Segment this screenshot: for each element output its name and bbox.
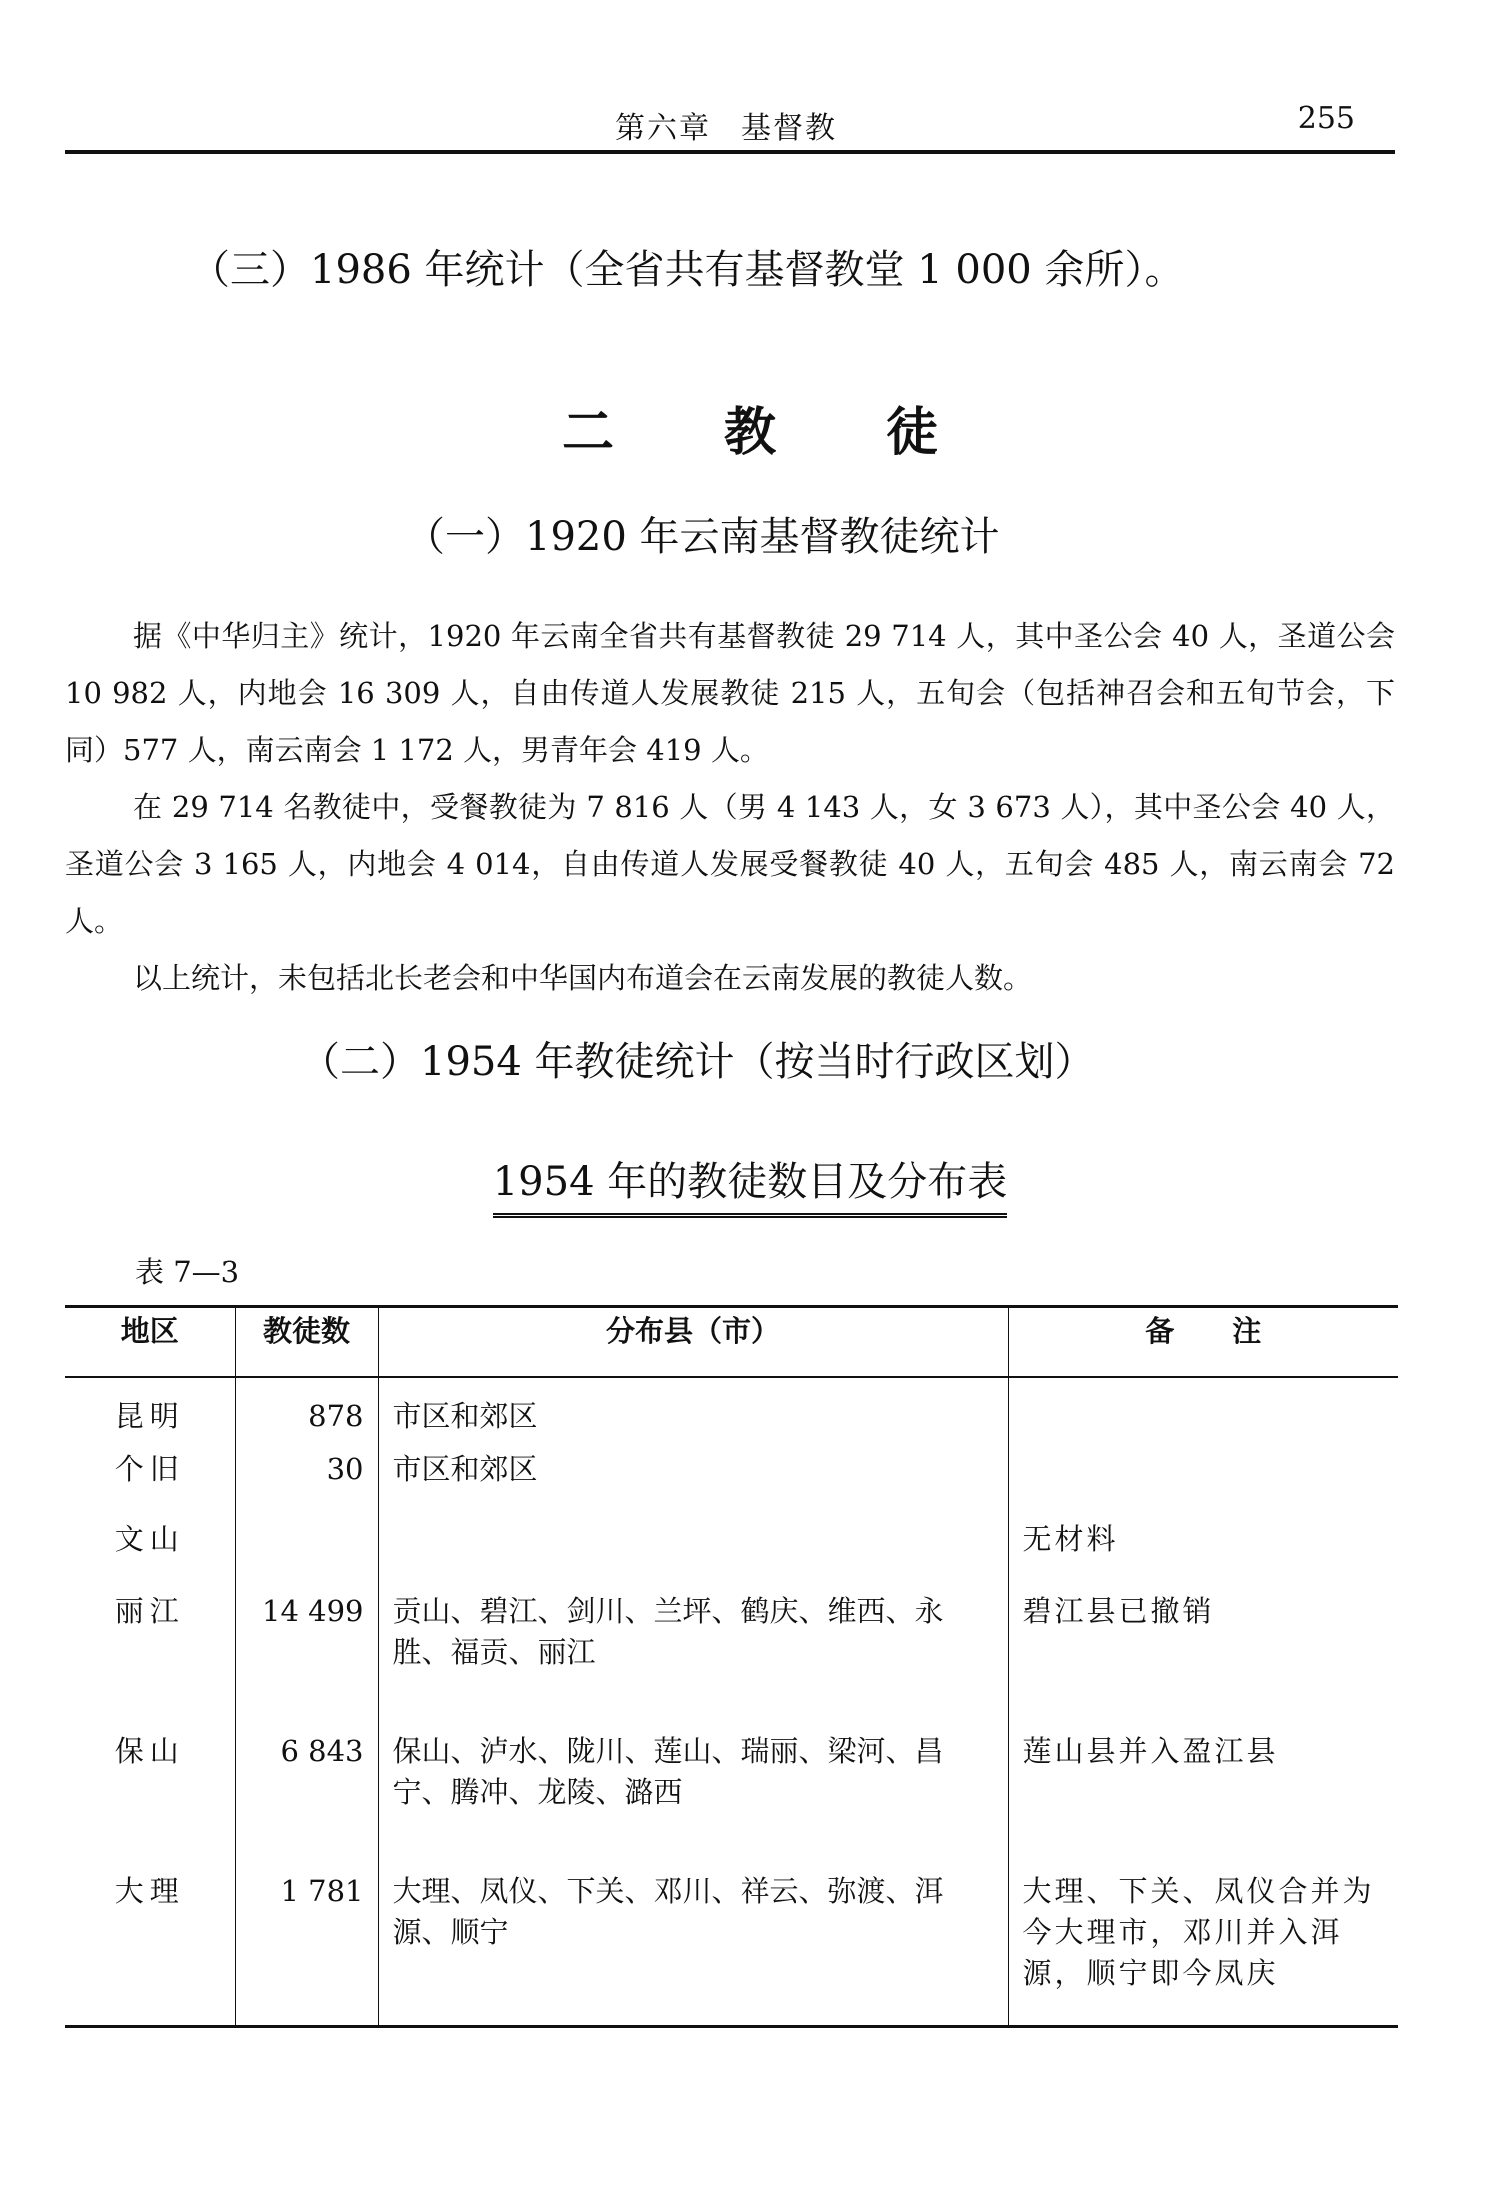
- cell-region: 丽江: [114, 1594, 185, 1628]
- cell-region: 文山: [114, 1522, 185, 1556]
- paragraph: 据《中华归主》统计，1920 年云南全省共有基督教徒 29 714 人，其中圣公会 40 人，圣道公会 10 982 人，内地会 16 309 人，自由传道人发展教徒 215 人，五旬会（包括神召会和五旬节会，下同）577 人，南云南会 1 172 人，男青年会 419 人。: [65, 619, 1395, 767]
- section-1920-body: [65, 608, 1395, 1007]
- cell-count: 14 499: [235, 1591, 378, 1731]
- main-heading-char: 徒: [886, 403, 939, 463]
- cell-count: [235, 1519, 378, 1591]
- table-row: [65, 1591, 1398, 1731]
- section-heading-1954: （二）1954 年教徒统计（按当时行政区划）: [300, 1039, 1095, 1085]
- column-header-notes: 备 注: [1008, 1307, 1398, 1378]
- column-header-count: 教徒数: [235, 1307, 378, 1378]
- cell-notes: 莲山县并入盈江县: [1008, 1731, 1398, 1871]
- table-row: [65, 1519, 1398, 1591]
- table-row: [65, 1449, 1398, 1519]
- cell-notes: 无材料: [1008, 1519, 1398, 1591]
- cell-counties: 市区和郊区: [378, 1377, 1008, 1449]
- column-header-counties: 分布县（市）: [378, 1307, 1008, 1378]
- cell-notes: [1008, 1449, 1398, 1519]
- cell-region: 个旧: [114, 1452, 185, 1486]
- cell-counties: [378, 1519, 1008, 1591]
- cell-region: 大理: [114, 1874, 185, 1908]
- cell-region: 保山: [114, 1734, 185, 1768]
- cell-count: 6 843: [235, 1731, 378, 1871]
- table-row: [65, 1377, 1398, 1449]
- table-title: [0, 1150, 1500, 1218]
- table-label: 表 7—3: [135, 1255, 240, 1289]
- cell-region: 昆明: [114, 1399, 185, 1433]
- section-heading-1920: （一）1920 年云南基督教徒统计: [405, 514, 1000, 560]
- paragraph: 在 29 714 名教徒中，受餐教徒为 7 816 人（男 4 143 人，女 3 673 人），其中圣公会 40 人，圣道公会 3 165 人，内地会 4 014，自由传道人发展受餐教徒 40 人，五旬会 485 人，南云南会 72 人。: [65, 790, 1395, 938]
- running-head: [65, 95, 1395, 154]
- cell-counties: 保山、泸水、陇川、莲山、瑞丽、梁河、昌宁、腾冲、龙陵、潞西: [378, 1731, 1008, 1871]
- table-title-text: 1954 年的教徒数目及分布表: [493, 1150, 1008, 1218]
- cell-notes: 大理、下关、凤仪合并为今大理市，邓川并入洱源，顺宁即今凤庆: [1008, 1871, 1398, 2026]
- cell-count: 878: [235, 1377, 378, 1449]
- chapter-number: 第六章: [615, 111, 711, 146]
- table-row: [65, 1871, 1398, 2026]
- cell-counties: 市区和郊区: [378, 1449, 1008, 1519]
- chapter-title: 基督教: [741, 111, 837, 146]
- table-row: [65, 1731, 1398, 1871]
- main-heading-char: 教: [723, 403, 776, 463]
- page-number: 255: [1297, 101, 1355, 136]
- paragraph: 以上统计，未包括北长老会和中华国内布道会在云南发展的教徒人数。: [133, 961, 1033, 995]
- cell-counties: 大理、凤仪、下关、邓川、祥云、弥渡、洱源、顺宁: [378, 1871, 1008, 2026]
- main-heading-number: 二: [561, 403, 614, 463]
- cell-count: 30: [235, 1449, 378, 1519]
- cell-notes: 碧江县已撤销: [1008, 1591, 1398, 1731]
- table-header-row: [65, 1307, 1398, 1378]
- section-heading-1986: （三）1986 年统计（全省共有基督教堂 1 000 余所）。: [190, 247, 1185, 293]
- believers-table: [65, 1305, 1398, 2028]
- main-heading: [0, 390, 1500, 465]
- cell-counties: 贡山、碧江、剑川、兰坪、鹤庆、维西、永胜、福贡、丽江: [378, 1591, 1008, 1731]
- chapter-label: [615, 103, 837, 147]
- cell-count: 1 781: [235, 1871, 378, 2026]
- cell-notes: [1008, 1377, 1398, 1449]
- column-header-region: 地区: [65, 1307, 235, 1378]
